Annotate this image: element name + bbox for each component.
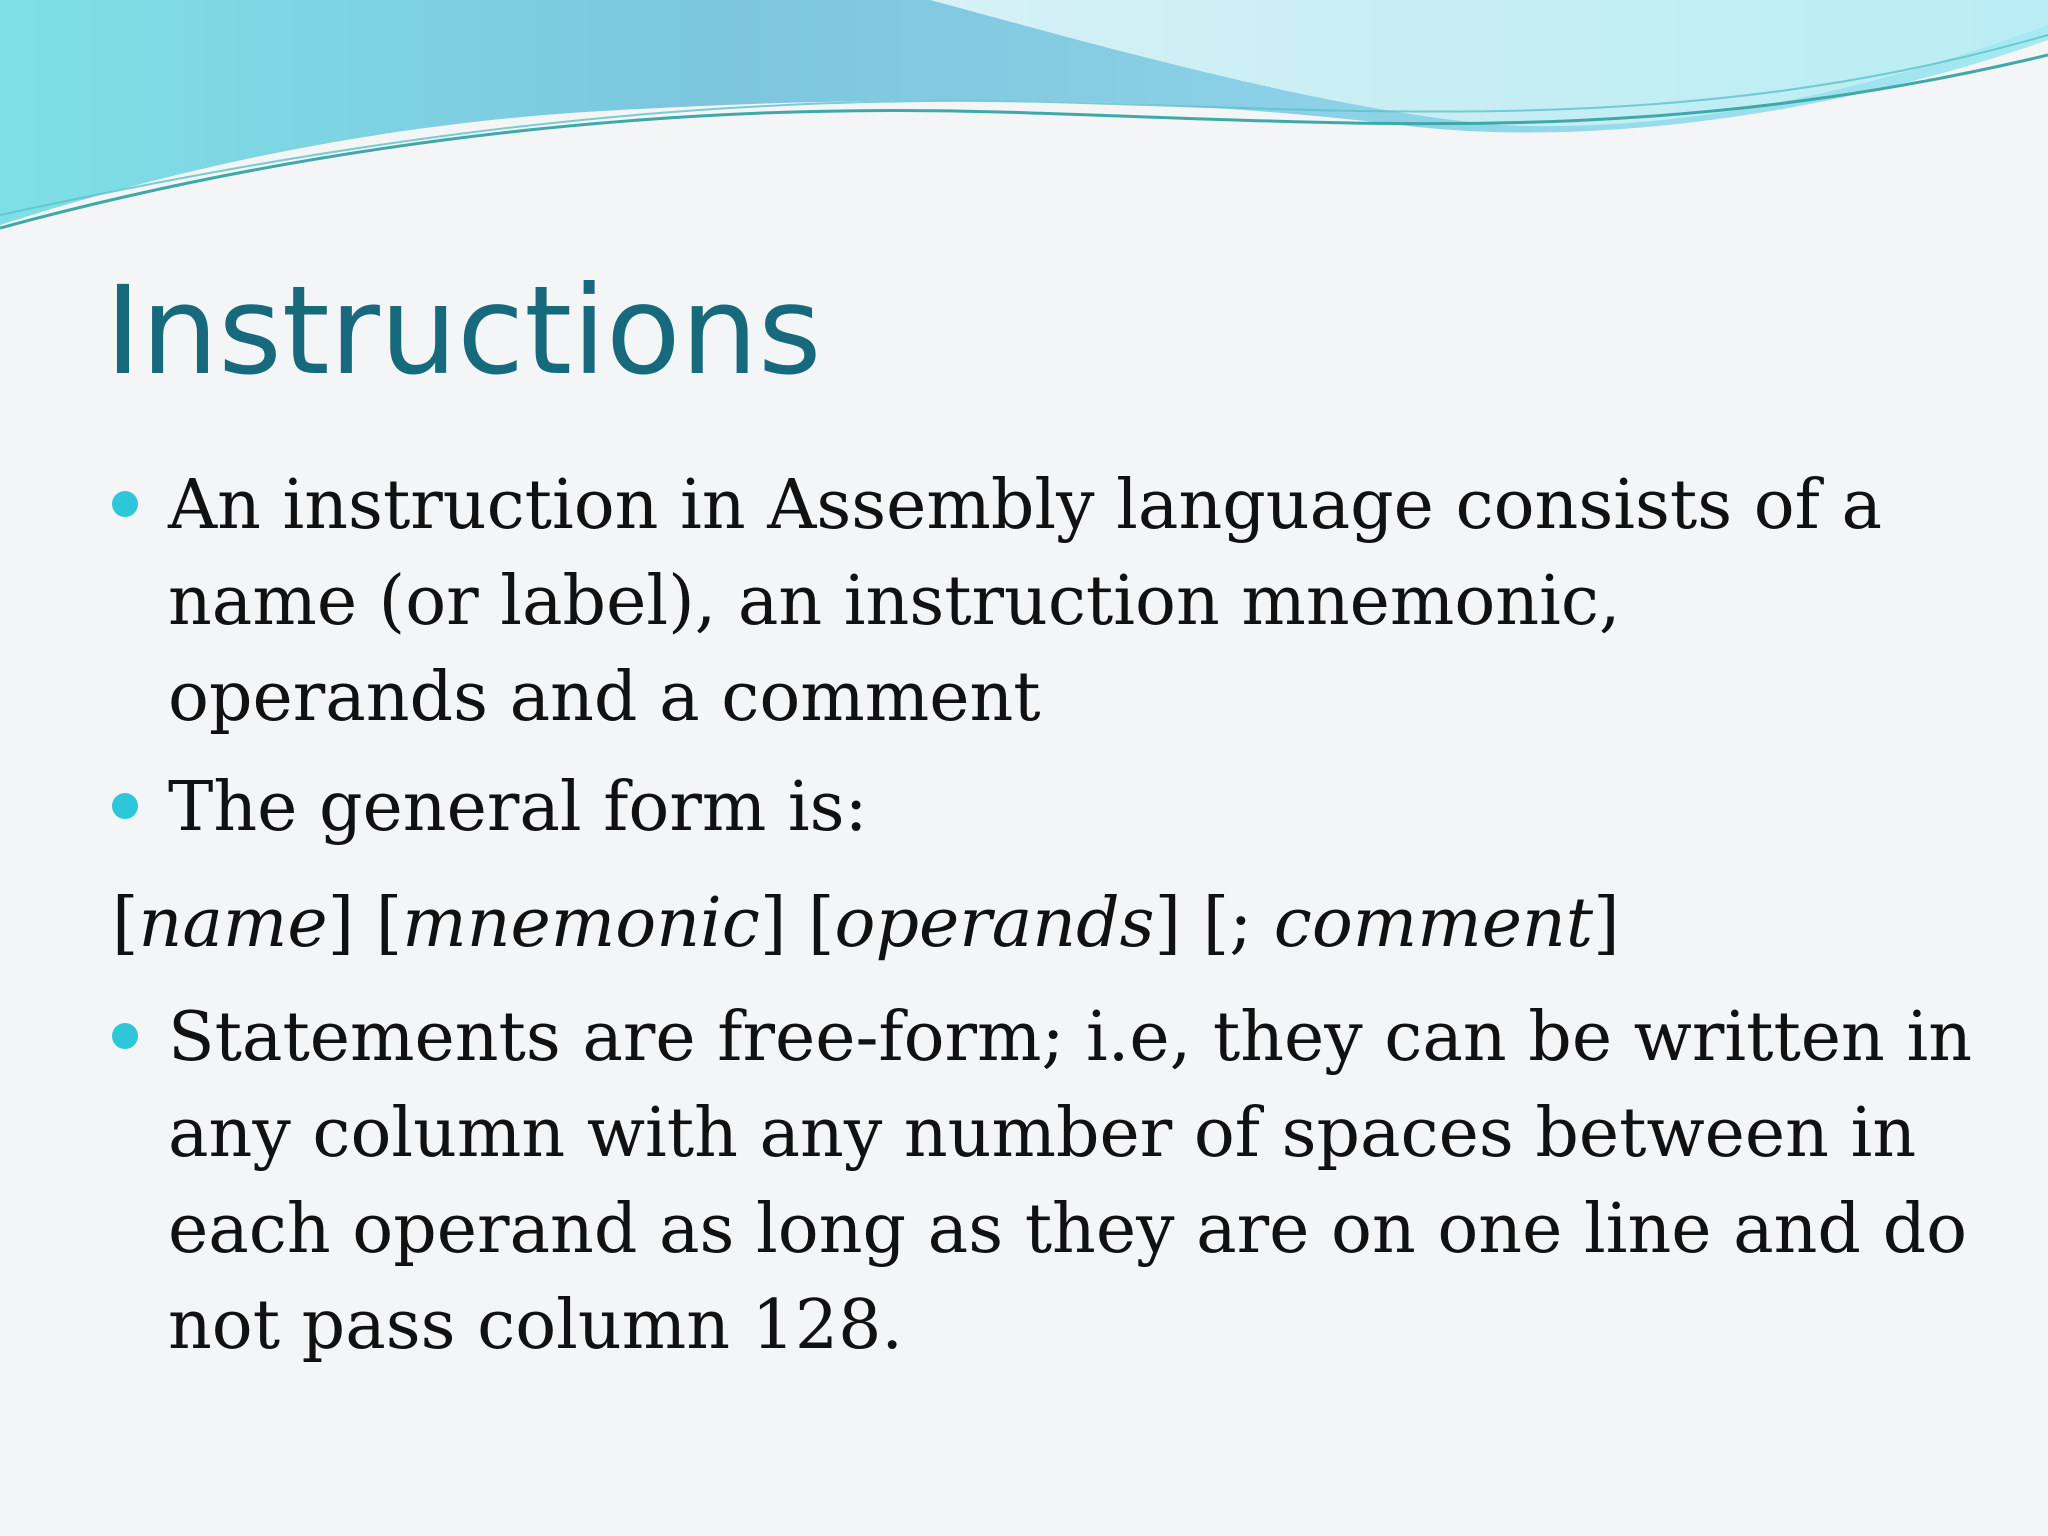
bullet-dot-icon [112,1023,138,1049]
header-wave-decoration [0,0,2048,240]
bullet-dot-icon [112,793,138,819]
bullet-line: The general form is: [168,768,868,847]
syntax-mnemonic: mnemonic [402,884,760,963]
bullet-line: not pass column 128. [168,1286,904,1365]
page-title: Instructions [105,260,822,402]
bullet-item-1 [112,458,1972,746]
syntax-name: name [138,884,328,963]
bullet-dot-icon [112,491,138,517]
bullet-line: operands and a comment [168,658,1041,737]
general-form-syntax: [name] [mnemonic] [operands] [; comment] [112,884,1620,963]
syntax-comment: comment [1273,884,1594,963]
bullet-line: name (or label), an instruction mnemonic, [168,562,1621,641]
bullet-line: An instruction in Assembly language consists of a [168,466,1882,545]
bullet-line: Statements are free-form; i.e, they can be written in [168,998,1972,1077]
syntax-operands: operands [834,884,1155,963]
bullet-line: any column with any number of spaces between in [168,1094,1917,1173]
bullet-line: each operand as long as they are on one line and do [168,1190,1968,1269]
syntax-comment-prefix: [; [1202,884,1274,963]
bullet-item-3 [112,990,1972,1374]
bullet-item-2 [112,760,1972,856]
